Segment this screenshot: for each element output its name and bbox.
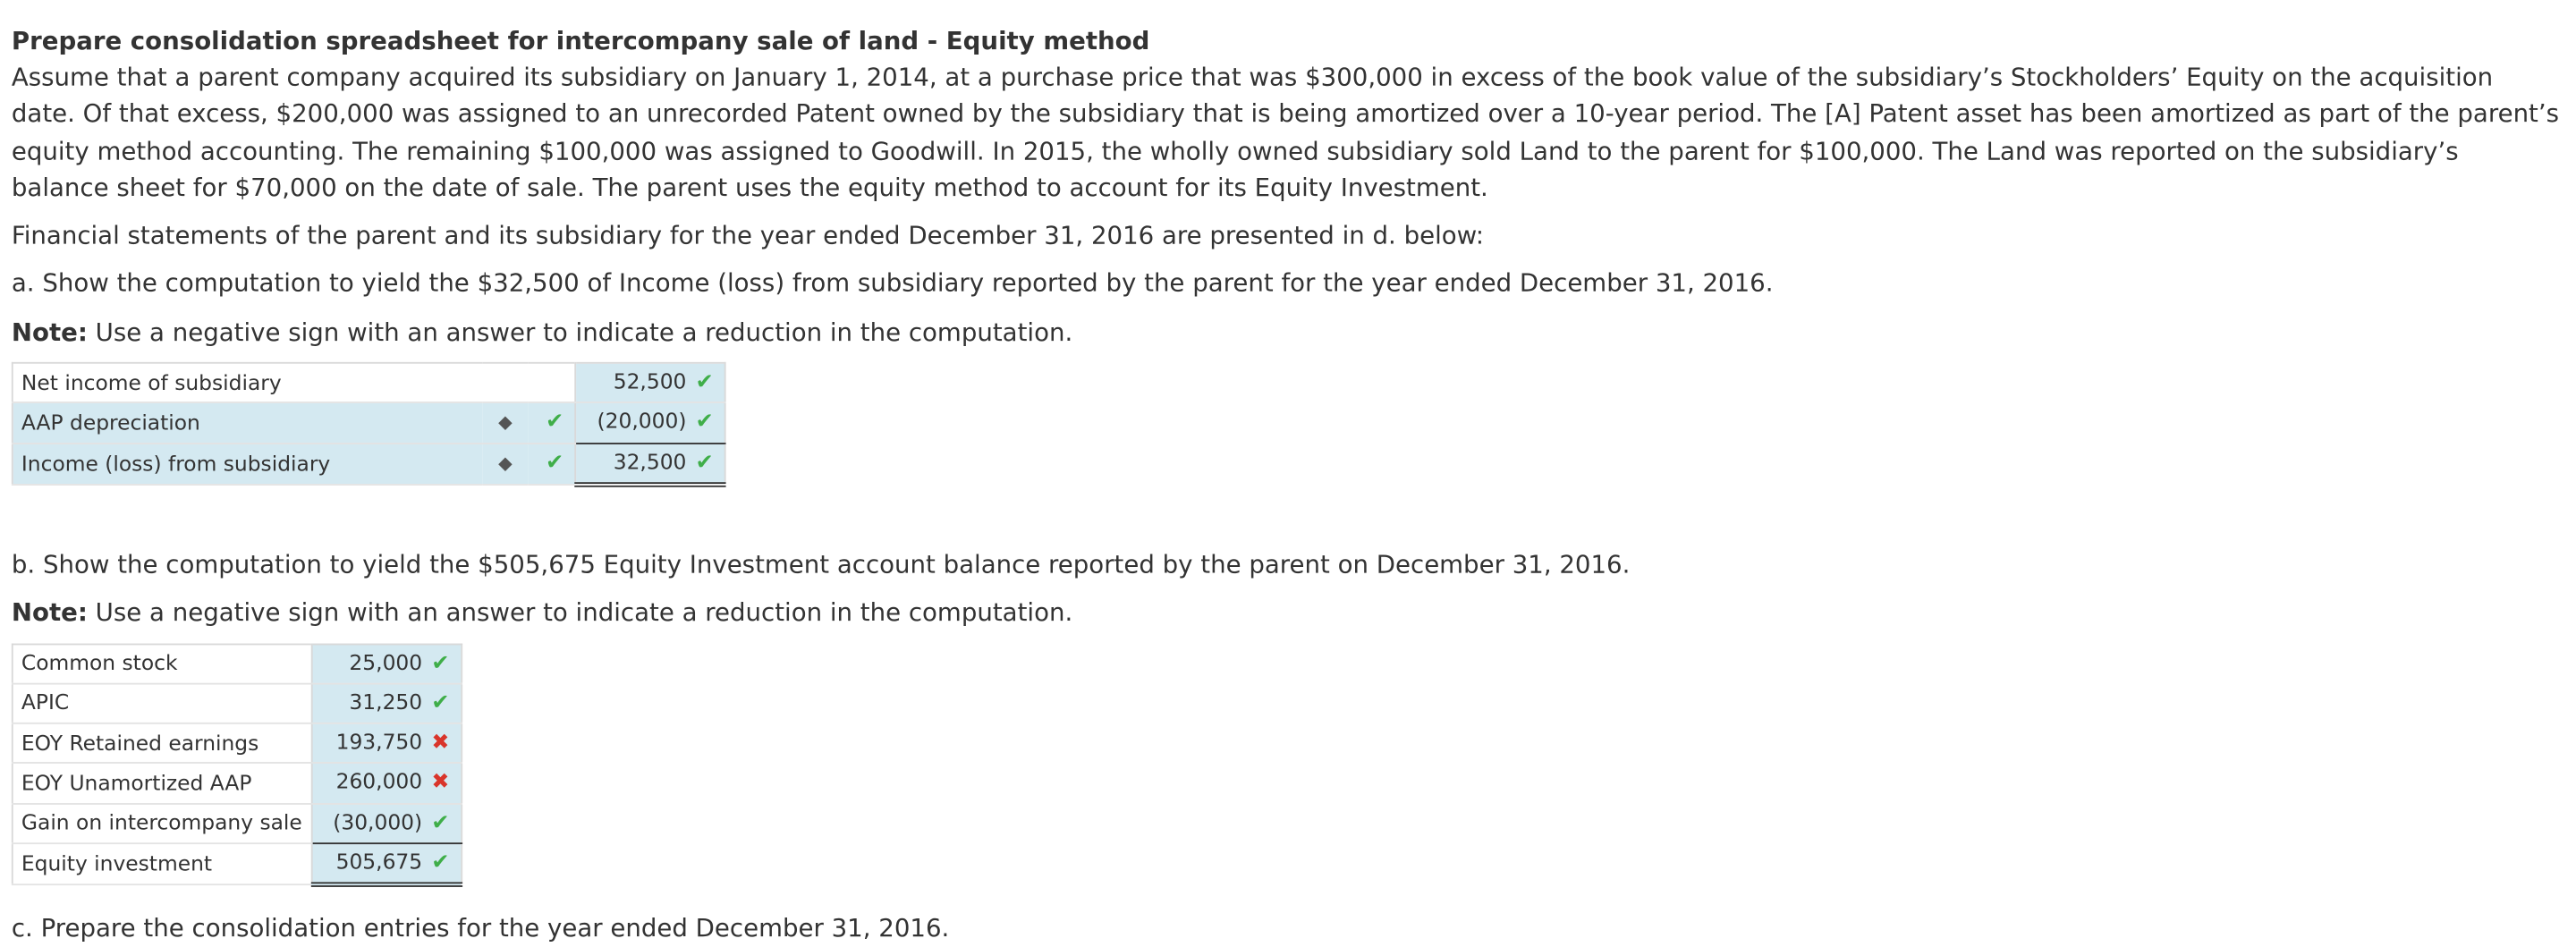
spacer [12,487,2563,546]
row-label: Common stock [13,644,311,684]
check-icon: ✔ [431,810,450,836]
note-text: Use a negative sign with an answer to indicate a reduction in the computation. [87,317,1073,347]
row-label: Gain on intercompany sale [13,804,311,844]
part-a-question: a. Show the computation to yield the $32,500 of Income (loss) from subsidiary reported by the parent for the year ended December 31, 2016. [11,268,1774,299]
value-text: 32,500 [613,448,687,474]
part-b-question: b. Show the computation to yield the $505,675 Equity Investment account balance reported by the parent on December 31, 2016. [11,549,1631,579]
value-input[interactable] [311,804,461,844]
value-input[interactable] [575,443,724,485]
check-icon: ✔ [695,410,714,435]
check-icon: ✔ [431,850,450,876]
value-text: 52,500 [613,368,687,393]
value-input[interactable] [311,683,461,723]
value-text: (20,000) [597,409,687,434]
table-row [13,723,462,764]
financials-line: Financial statements of the parent and its subsidiary for the year ended December 31, 2016 are presented in d. below: [11,220,1485,251]
table-row [13,443,725,485]
part-b-note [12,595,2563,631]
label-check [529,443,575,485]
value-input[interactable] [575,403,724,444]
value-text: 260,000 [335,769,423,794]
row-label: EOY Retained earnings [13,723,311,764]
select-arrows-icon[interactable]: ◆ [482,443,529,485]
problem-intro: Assume that a parent company acquired its subsidiary on January 1, 2014, at a purchase price that was $300,000 in excess of the book value of the subsidiary’s Stockholders’ Equity on the acquisition date. Of that excess, $200,000 was assigned to an unrecorded Patent owned by the subsidiary that is being amortized over a 10-year period. The [A] Patent asset has been amortized as part of the parent’s equity method accounting. The remaining $100,000 was assigned to Goodwill. In 2015, the wholly owned subsidiary sold Land to the parent for $100,000. The Land was reported on the subsidiary’s balance sheet for $70,000 on the date of sale. The parent uses the equity method to account for its Equity Investment. [11,62,2560,203]
value-text: 193,750 [335,729,423,755]
equity-investment-table [12,643,462,888]
row-label: EOY Unamortized AAP [13,764,311,804]
note-label: Note: [11,317,88,347]
table-row [13,683,462,723]
value-input[interactable] [311,644,461,684]
note-label: Note: [11,597,88,628]
table-row [13,764,462,804]
row-label: Equity investment [13,843,311,885]
check-icon: ✔ [431,690,450,716]
value-input[interactable] [311,723,461,764]
row-label: APIC [13,683,311,723]
check-icon: ✔ [695,450,714,476]
check-icon: ✔ [546,451,564,477]
check-icon: ✔ [431,650,450,676]
income-computation-table [12,362,726,487]
table-row [13,403,725,444]
label-check [529,403,575,444]
part-a-note [12,314,2563,351]
x-icon: ✖ [431,731,450,756]
value-text: 505,675 [335,849,423,875]
value-input[interactable] [311,764,461,804]
part-c-question: c. Prepare the consolidation entries for the year ended December 31, 2016. [11,913,950,944]
x-icon: ✖ [431,771,450,796]
problem-title: Prepare consolidation spreadsheet for intercompany sale of land - Equity method [11,26,1150,56]
table-row [13,804,462,844]
check-icon: ✔ [695,370,714,395]
value-text: 31,250 [349,689,423,714]
row-label: Net income of subsidiary [13,363,575,403]
value-text: 25,000 [349,649,423,674]
row-label-select[interactable]: AAP depreciation [13,403,482,444]
check-icon: ✔ [546,410,564,435]
select-arrows-icon[interactable]: ◆ [482,403,529,444]
value-input[interactable] [311,843,461,885]
table-row [13,363,725,403]
value-input[interactable] [575,363,724,403]
note-text: Use a negative sign with an answer to indicate a reduction in the computation. [87,597,1073,628]
table-row [13,644,462,684]
row-label-select[interactable]: Income (loss) from subsidiary [13,443,482,485]
value-text: (30,000) [333,808,423,834]
table-row [13,843,462,885]
